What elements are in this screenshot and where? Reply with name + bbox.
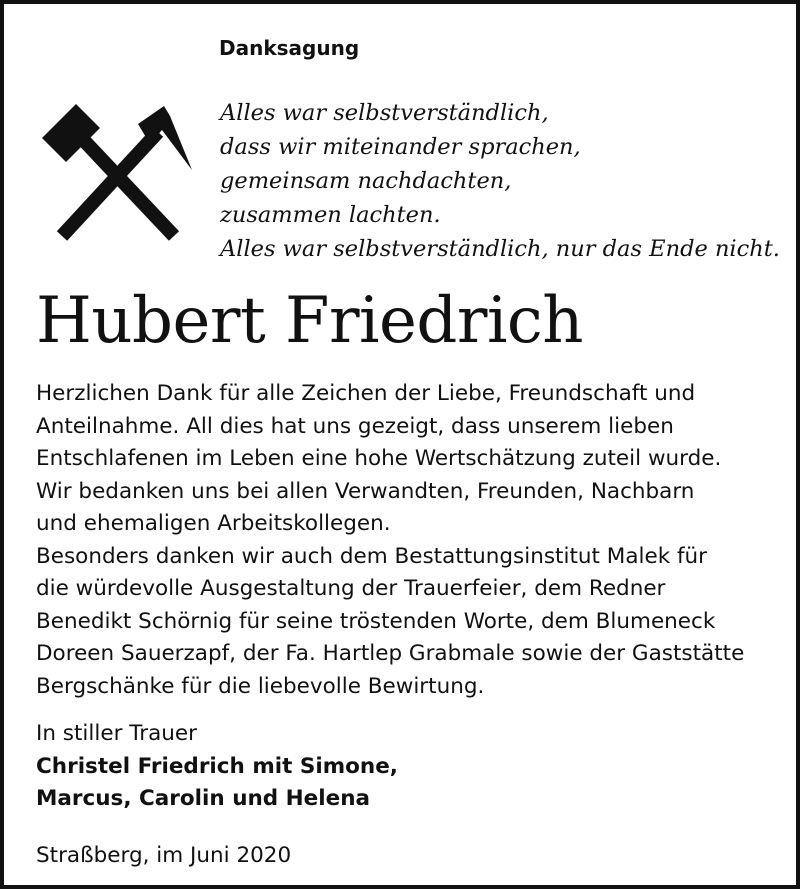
place-and-date: Straßberg, im Juni 2020 bbox=[36, 843, 292, 868]
thank-you-text bbox=[36, 378, 744, 703]
body-line: Herzlichen Dank für alle Zeichen der Liebe, Freundschaft und bbox=[36, 381, 696, 406]
poem-line: zusammen lachten. bbox=[220, 202, 441, 228]
body-line: und ehemaligen Arbeitskollegen. bbox=[36, 511, 391, 536]
body-line: Anteilnahme. All dies hat uns gezeigt, dass unserem lieben bbox=[36, 413, 674, 439]
mourning-intro: In stiller Trauer bbox=[36, 721, 197, 746]
deceased-name: Hubert Friedrich bbox=[36, 284, 583, 358]
notice-heading: Danksagung bbox=[219, 36, 360, 60]
body-line: die würdevolle Ausgestaltung der Trauerfeier, dem Redner bbox=[36, 576, 666, 601]
hammer-and-pick-icon bbox=[38, 100, 194, 246]
poem-line: Alles war selbstverständlich, bbox=[220, 100, 549, 126]
body-line: Doreen Sauerzapf, der Fa. Hartlep Grabmale sowie der Gaststätte bbox=[36, 641, 745, 666]
poem-line: gemeinsam nachdachten, bbox=[220, 168, 512, 194]
body-line: Besonders danken wir auch dem Bestattungsinstitut Malek für bbox=[36, 543, 708, 569]
signature-block bbox=[36, 718, 398, 816]
poem bbox=[220, 96, 780, 266]
body-line: Bergschänke für die liebevolle Bewirtung. bbox=[36, 673, 485, 699]
poem-line: dass wir miteinander sprachen, bbox=[220, 134, 581, 160]
body-line: Wir bedanken uns bei allen Verwandten, Freunden, Nachbarn bbox=[36, 478, 695, 504]
body-line: Benedikt Schörnig für seine tröstenden Worte, dem Blumeneck bbox=[36, 608, 716, 634]
poem-line: Alles war selbstverständlich, nur das Ende nicht. bbox=[220, 236, 780, 262]
signer-line: Christel Friedrich mit Simone, bbox=[36, 753, 398, 779]
signer-line: Marcus, Carolin und Helena bbox=[36, 786, 371, 811]
body-line: Entschlafenen im Leben eine hohe Wertschätzung zuteil wurde. bbox=[36, 446, 722, 471]
